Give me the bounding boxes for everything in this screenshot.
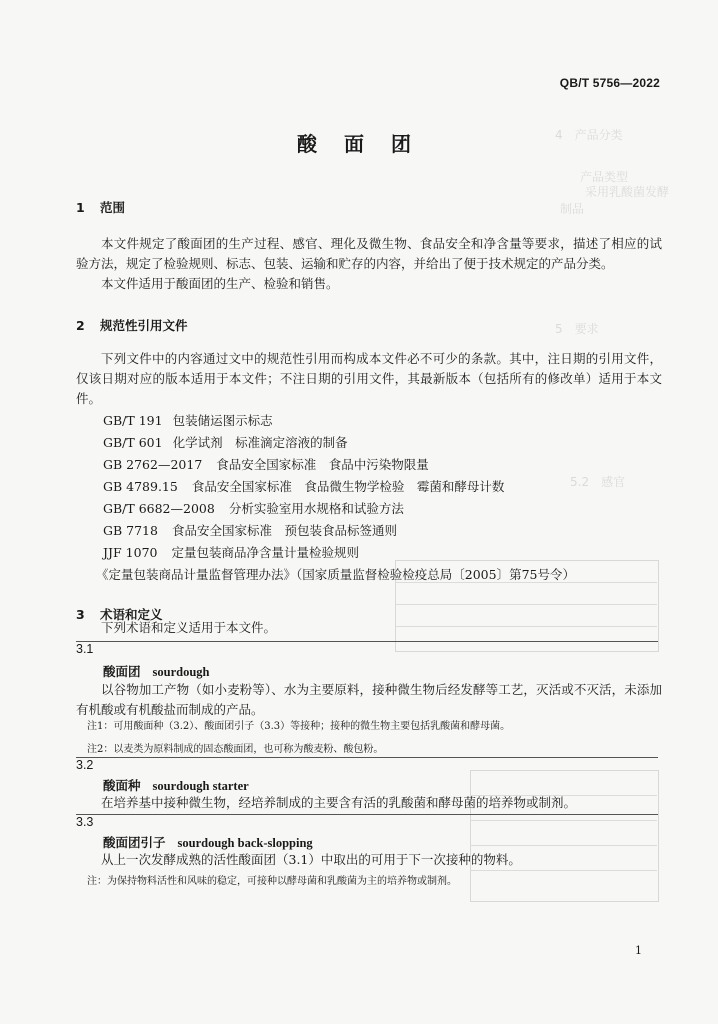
section-title: 术语和定义 (100, 607, 163, 622)
term-number: 3.3 (76, 815, 94, 829)
term-note: 注2：以麦类为原料制成的固态酸面团，也可称为酸麦粉、酸包粉。 (87, 744, 384, 755)
document-title: 酸 面 团 (297, 132, 421, 156)
term-number: 3.1 (76, 642, 94, 656)
term-zh: 酸面团 (103, 664, 141, 679)
reference-item (103, 433, 348, 451)
section-title: 范围 (100, 200, 126, 215)
scope-paragraph-1: 本文件规定了酸面团的生产过程、感官、理化及微生物、食品安全和净含量等要求，描述了相应的试验方法，规定了检验规则、标志、包装、运输和贮存的内容，并给出了便于技术规定的产品分类。 (76, 236, 662, 271)
reference-name: 食品安全国家标准 食品微生物学检验 霉菌和酵母计数 (191, 479, 505, 494)
reference-name: 包装储运图示标志 (172, 413, 273, 428)
reference-code: GB 7718 (103, 523, 158, 538)
reference-item (103, 521, 397, 539)
reference-code: GB/T 191 (103, 413, 163, 428)
reference-name: 定量包装商品净含量计量检验规则 (171, 545, 359, 560)
section-heading-normative-references (76, 316, 188, 334)
reference-name: 食品安全国家标准 预包装食品标签通则 (171, 523, 397, 538)
page-number: 1 (635, 944, 642, 957)
reference-code: GB/T 601 (103, 435, 163, 450)
term-heading (103, 776, 249, 794)
term-definition: 以谷物加工产物（如小麦粉等）、水为主要原料，接种微生物后经发酵等工艺，灭活或不灭活，未添加有机酸或有机酸盐而制成的产品。 (76, 682, 662, 717)
terms-intro: 下列术语和定义适用于本文件。 (101, 620, 277, 635)
divider (76, 641, 658, 642)
term-en: sourdough (152, 665, 210, 679)
section-number: 1 (76, 200, 85, 215)
reference-code: GB 2762—2017 (103, 457, 203, 472)
reference-item (103, 543, 359, 561)
term-number: 3.2 (76, 758, 94, 772)
term-en: sourdough back-slopping (177, 836, 313, 850)
reference-item (103, 499, 404, 517)
reference-code: JJF 1070 (103, 545, 158, 560)
term-zh: 酸面种 (103, 778, 141, 793)
section-heading-scope (76, 198, 125, 216)
divider (76, 757, 658, 758)
section-number: 2 (76, 318, 85, 333)
reference-item (103, 455, 429, 473)
divider (76, 814, 658, 815)
reference-name: 食品安全国家标准 食品中污染物限量 (216, 457, 429, 472)
term-en: sourdough starter (152, 779, 249, 793)
term-zh: 酸面团引子 (103, 835, 166, 850)
reference-code: GB/T 6682—2008 (103, 501, 215, 516)
term-note: 注1：可用酸面种（3.2）、酸面团引子（3.3）等接种；接种的微生物主要包括乳酸菌和酵母菌。 (87, 721, 511, 732)
reference-name: 分析实验室用水规格和试验方法 (228, 501, 404, 516)
reference-item (103, 477, 504, 495)
term-heading (103, 833, 313, 851)
references-intro-paragraph: 下列文件中的内容通过文中的规范性引用而构成本文件必不可少的条款。其中，注日期的引用文件，仅该日期对应的版本适用于本文件；不注日期的引用文件，其最新版本（包括所有的修改单）适用于本文件。 (76, 351, 662, 406)
section-title: 规范性引用文件 (100, 318, 188, 333)
term-definition: 在培养基中接种微生物，经培养制成的主要含有活的乳酸菌和酵母菌的培养物或制剂。 (101, 795, 577, 810)
term-definition: 从上一次发酵成熟的活性酸面团（3.1）中取出的可用于下一次接种的物料。 (101, 852, 521, 867)
term-note: 注：为保持物料活性和风味的稳定，可接种以酵母菌和乳酸菌为主的培养物或制剂。 (87, 876, 457, 887)
document-page: 4 产品分类 产品类型 采用乳酸菌发酵 制品 5 要求 5.2 感官 QB/T 5756—2022 酸 面 团 1 范围 本文件规定了酸面团的生产过程、感官、理化及微生物、食品安全和净含量等要求，描述了相应的试验方法，规定了检验规则、标志、包装、运输和贮存的内容，并给出了便于技术规定的产品分类。 本文件适用于酸面团的生产、检验和销售。 2 规范性引用文件 下列文件中的内容通过文中的规范性引用而构成本文件必不可少的条款。其中，注日期的引用文件，仅该日期对应的版本适用于本文件；不注日期的引用文件，其最新版本（包括所有的修改单）适用于本文件。 GB/T 191 包装储运图示标志 GB/T 601 化学试剂 标准滴定溶液的制备 GB 2762—2017 食品安全国家标准 食品中污染物限量 GB 4789.15 食品安全国家标准 食品微生物学检验 霉菌和酵母计数 GB/T 6682—2008 分析实验室用水规格和试验方法 GB 7718 食品安全国家标准 预包装食品标签通则 JJF 1070 定量包装商品净含量计量检验规则 《定量包装商品计量监督管理办法》（国家质量监督检验检疫总局〔2005〕第75号令） 3 术语和定义 下列术语和定义适用于本文件。 3.1 酸面团 sourdough 以谷物加工产物（如小麦粉等）、水为主要原料，接种微生物后经发酵等工艺，灭活或不灭活，未添加有机酸或有机酸盐而制成的产品。 注1：可用酸面种（3.2）、酸面团引子（3.3）等接种；接种的微生物主要包括乳酸菌和酵母菌。 注2：以麦类为原料制成的固态酸面团，也可称为酸麦粉、酸包粉。 3.2 酸面种 sourdough starter 在培养基中接种微生物，经培养制成的主要含有活的乳酸菌和酵母菌的培养物或制剂。 3.3 酸面团引子 sourdough back-slopping 从上一次发酵成熟的活性酸面团（3.1）中取出的可用于下一次接种的物料。 注：为保持物料活性和风味的稳定，可接种以酵母菌和乳酸菌为主的培养物或制剂。 1 (0, 0, 718, 1024)
standard-number: QB/T 5756—2022 (559, 76, 660, 90)
reference-name: 化学试剂 标准滴定溶液的制备 (172, 435, 348, 450)
section-number: 3 (76, 607, 85, 622)
reference-item-regulation: 《定量包装商品计量监督管理办法》（国家质量监督检验检疫总局〔2005〕第75号令） (96, 567, 575, 582)
term-heading (103, 662, 210, 680)
scope-paragraph-2: 本文件适用于酸面团的生产、检验和销售。 (101, 276, 339, 291)
reference-code: GB 4789.15 (103, 479, 178, 494)
reference-item (103, 411, 273, 429)
